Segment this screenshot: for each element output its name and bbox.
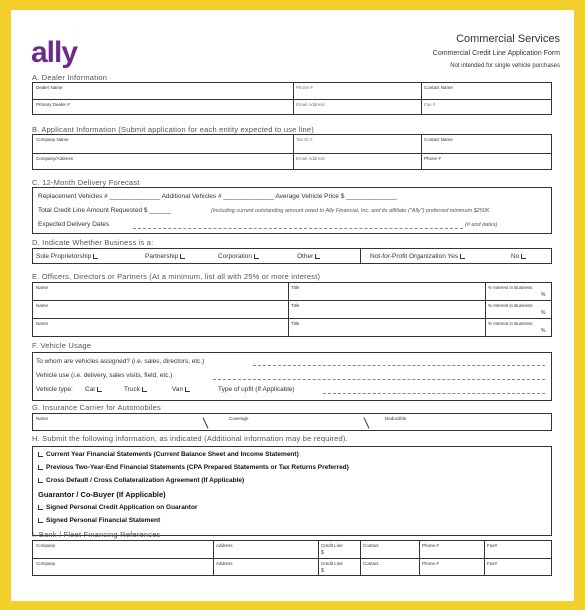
option-sole-proprietorship[interactable]: Sole Proprietorship: [36, 253, 101, 260]
dealer-contact-field[interactable]: Contact Name: [424, 85, 453, 90]
section-i-title: I. Bank / Fleet Financing References: [32, 530, 161, 539]
ally-logo-text: ally: [31, 40, 78, 69]
dealer-fax-field[interactable]: Fax #: [424, 102, 436, 107]
checklist-item[interactable]: Cross Default / Cross Collateralization Agreement (If Applicable): [38, 477, 244, 484]
reference-contact-field[interactable]: Contact: [363, 561, 379, 566]
guarantor-heading: Guarantor / Co-Buyer (If Applicable): [38, 490, 166, 499]
checklist-item[interactable]: Signed Personal Financial Statement: [38, 517, 160, 524]
section-e-box: [32, 282, 552, 337]
primary-dealer-field[interactable]: Primary Dealer #: [36, 102, 70, 107]
tax-id-field[interactable]: Tax ID #: [296, 137, 313, 142]
section-d-box: [32, 248, 552, 264]
ally-logo: [31, 40, 103, 70]
option-other[interactable]: Other: [297, 253, 323, 260]
reference-fax-field[interactable]: Fax#: [487, 543, 498, 548]
application-form-page: [11, 10, 574, 601]
officer-interest-field[interactable]: % Interest in Business: [488, 303, 533, 308]
option-partnership[interactable]: Partnership: [145, 253, 188, 260]
delivery-dates-note: (# and dates): [465, 222, 498, 228]
section-c-title: C. 12-Month Delivery Forecast: [32, 178, 140, 187]
reference-contact-field[interactable]: Contact: [363, 543, 379, 548]
section-a-box: [32, 82, 552, 115]
company-name-field[interactable]: Company Name: [36, 137, 69, 142]
officer-title-field[interactable]: Title: [291, 285, 300, 290]
officer-interest-pct: %: [541, 292, 546, 298]
option-nonprofit-no[interactable]: No: [511, 253, 529, 260]
vehicle-type-van[interactable]: Van: [172, 386, 193, 393]
section-f-title: F. Vehicle Usage: [32, 341, 92, 350]
dealer-phone-field[interactable]: Phone #: [296, 85, 313, 90]
insurance-coverage-field[interactable]: Coverage: [229, 416, 249, 421]
vehicles-assigned-line[interactable]: To whom are vehicles assigned? (i.e. sales, directors, etc.): [36, 358, 205, 365]
dealer-name-field[interactable]: Dealer Name: [36, 85, 63, 90]
officer-interest-pct: %: [541, 328, 546, 334]
reference-phone-field[interactable]: Phone #: [422, 561, 439, 566]
section-h-box: [32, 446, 552, 536]
section-d-title: D. Indicate Whether Business is a:: [32, 238, 154, 247]
form-note: Not intended for single vehicle purchases: [450, 63, 560, 69]
section-g-title: G. Insurance Carrier for Automobiles: [32, 403, 161, 412]
section-c-box: [32, 187, 552, 234]
vehicle-type-car[interactable]: Car: [85, 386, 105, 393]
officer-interest-pct: %: [541, 310, 546, 316]
section-i-box: [32, 540, 552, 576]
section-a-title: A. Dealer Information: [32, 73, 108, 82]
applicant-email-field[interactable]: Email Address: [296, 156, 325, 161]
credit-amount-line[interactable]: Total Credit Line Amount Requested $ ______: [38, 207, 171, 214]
checklist-item[interactable]: Previous Two-Year-End Financial Statements (CPA Prepared Statements or Tax Returns Preferred): [38, 464, 349, 471]
reference-company-field[interactable]: Company: [36, 561, 56, 566]
insurance-name-field[interactable]: Name: [36, 416, 49, 421]
applicant-contact-field[interactable]: Contact Name: [424, 137, 453, 142]
checklist-item[interactable]: Current Year Financial Statements (Current Balance Sheet and Income Statement): [38, 451, 299, 458]
reference-fax-field[interactable]: Fax#: [487, 561, 498, 566]
reference-phone-field[interactable]: Phone #: [422, 543, 439, 548]
officer-name-field[interactable]: Name: [36, 303, 49, 308]
officer-interest-field[interactable]: % Interest in Business: [488, 321, 533, 326]
forecast-vehicles-line[interactable]: Replacement Vehicles # ______________ Additional Vehicles # ______________ Average Vehicle Price $ ______________: [38, 193, 397, 200]
applicant-phone-field[interactable]: Phone #: [424, 156, 441, 161]
option-nonprofit-yes[interactable]: Not-for-Profit Organization Yes: [370, 253, 468, 260]
reference-credit-dollar: $: [321, 550, 324, 556]
vehicle-type-truck[interactable]: Truck: [124, 386, 150, 393]
officer-name-field[interactable]: Name: [36, 285, 49, 290]
dealer-email-field[interactable]: Email Address: [296, 102, 325, 107]
section-g-box: [32, 413, 552, 431]
reference-address-field[interactable]: Address: [216, 561, 233, 566]
vehicle-use-line[interactable]: Vehicle use (i.e. delivery, sales visits, field, etc.): [36, 372, 173, 379]
officer-name-field[interactable]: Name: [36, 321, 49, 326]
delivery-dates-line[interactable]: Expected Delivery Dates: [38, 221, 110, 228]
upfit-type-line[interactable]: Type of upfit (If Applicable): [218, 386, 295, 393]
section-e-title: E. Officers, Directors or Partners (At a minimum, list all with 25% or more interest): [32, 272, 321, 281]
reference-credit-line-field[interactable]: Credit Line: [321, 543, 343, 548]
section-h-title: H. Submit the following information, as indicated (Additional information may be required).: [32, 434, 348, 443]
officer-title-field[interactable]: Title: [291, 303, 300, 308]
reference-address-field[interactable]: Address: [216, 543, 233, 548]
option-corporation[interactable]: Corporation: [218, 253, 262, 260]
section-f-box: [32, 352, 552, 401]
vehicle-type-label: Vehicle type:: [36, 386, 73, 393]
checklist-item[interactable]: Signed Personal Credit Application on Guarantor: [38, 504, 197, 511]
officer-title-field[interactable]: Title: [291, 321, 300, 326]
company-address-field[interactable]: Company/Address: [36, 156, 74, 161]
credit-amount-note: (Including current outstanding amount owed to Ally Financial, Inc. and its affiliate ("Ally") preferred minimum $250K: [211, 208, 490, 214]
form-subtitle: Commercial Credit Line Application Form: [432, 50, 560, 57]
reference-company-field[interactable]: Company: [36, 543, 56, 548]
insurance-deductible-field[interactable]: Deductible: [385, 416, 407, 421]
section-b-title: B. Applicant Information (Submit application for each entity expected to use line): [32, 125, 314, 134]
reference-credit-dollar: $: [321, 568, 324, 574]
officer-interest-field[interactable]: % Interest in Business: [488, 285, 533, 290]
form-title: Commercial Services: [456, 33, 560, 45]
section-b-box: [32, 134, 552, 170]
reference-credit-line-field[interactable]: Credit Line: [321, 561, 343, 566]
